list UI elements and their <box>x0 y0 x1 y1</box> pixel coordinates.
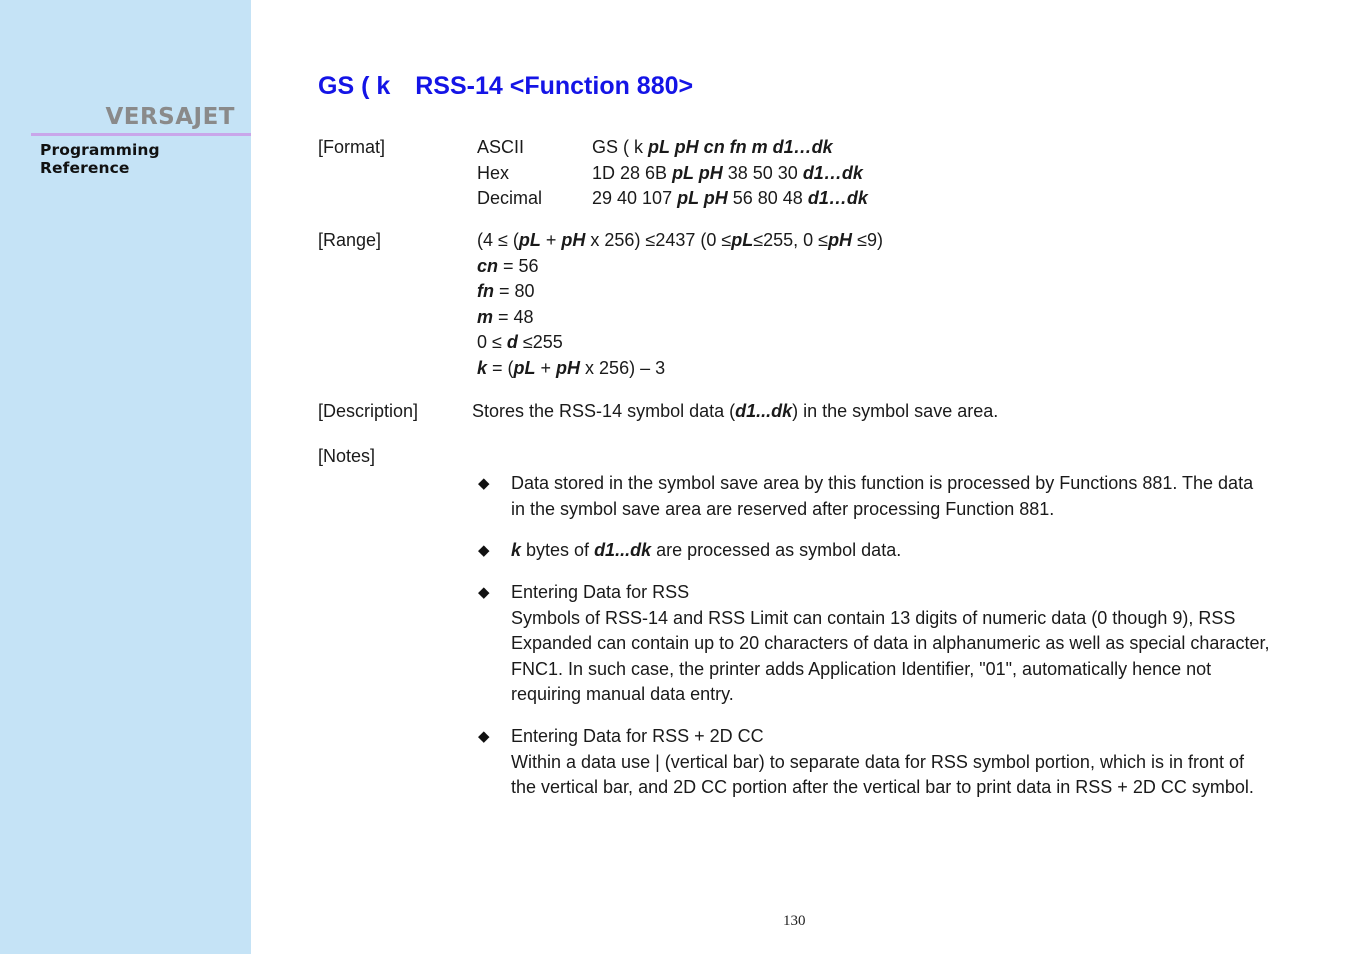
note-4-body: Within a data use | (vertical bar) to separate data for RSS symbol portion, which is in front of the vertical bar, and 2D CC portion after the vertical bar to print data in RSS + 2D CC symbol. <box>511 751 1254 797</box>
note-2 <box>511 538 1271 564</box>
range-var: m <box>477 307 494 327</box>
range-var: pL <box>731 230 754 250</box>
range-text: x 256) ≤2437 (0 ≤ <box>585 230 732 250</box>
range-text: + <box>540 230 562 250</box>
note-4 <box>511 724 1271 801</box>
note-2-var: k <box>511 540 522 560</box>
format-hex-value <box>592 162 863 184</box>
format-hex-kind: Hex <box>477 163 510 183</box>
range-text: x 256) – 3 <box>580 358 666 378</box>
range-text: ≤9) <box>852 230 883 250</box>
diamond-bullet-icon: ◆ <box>478 475 490 492</box>
note-2-text: bytes of <box>521 540 595 560</box>
diamond-bullet-icon: ◆ <box>478 584 490 601</box>
format-decimal-kind: Decimal <box>477 188 543 208</box>
description-pre: Stores the RSS-14 symbol data ( <box>472 401 736 421</box>
range-d <box>477 331 563 353</box>
format-hex-params: pL pH <box>672 163 723 183</box>
format-label: [Format] <box>318 137 386 157</box>
format-ascii-value <box>592 136 833 158</box>
format-ascii-params: pL pH cn fn m d1…dk <box>648 137 833 157</box>
description-post: ) in the symbol save area. <box>792 401 999 421</box>
note-2-var: d1...dk <box>594 540 652 560</box>
range-text: = 56 <box>498 256 539 276</box>
range-cn <box>477 255 539 277</box>
range-var: d <box>506 332 518 352</box>
format-decimal-tail: d1…dk <box>807 188 868 208</box>
range-m <box>477 306 534 328</box>
description-text <box>472 400 998 422</box>
title-function-name: RSS-14 <Function 880> <box>415 72 694 100</box>
brand-divider <box>31 133 251 136</box>
sidebar <box>0 0 251 954</box>
range-text: = 80 <box>494 281 535 301</box>
range-var: k <box>477 358 488 378</box>
format-decimal-plain: 29 40 107 <box>592 188 678 208</box>
range-var: pL <box>513 358 536 378</box>
diamond-bullet-icon: ◆ <box>478 542 490 559</box>
range-label: [Range] <box>318 230 382 250</box>
format-decimal-params: pL pH <box>677 188 728 208</box>
range-text: (4 ≤ ( <box>477 230 519 250</box>
format-hex-plain: 1D 28 6B <box>592 163 673 183</box>
range-var: pL <box>518 230 541 250</box>
format-hex-rest: 38 50 30 <box>722 163 803 183</box>
document-subtitle: Programming Reference <box>40 141 160 177</box>
range-var: cn <box>477 256 499 276</box>
range-text: = ( <box>487 358 514 378</box>
range-line-1 <box>477 229 883 251</box>
note-3-body: Symbols of RSS-14 and RSS Limit can contain 13 digits of numeric data (0 though 9), RSS Expanded can contain up to 20 characters of data in alphanumeric as well as special character, FNC1. In such case, the printer adds Application Identifier, "01", automatically hence not requiring manual data entry. <box>511 607 1270 704</box>
range-text: = 48 <box>493 307 534 327</box>
brand-logo-text: VERSAJET <box>105 104 235 130</box>
note-4-heading: Entering Data for RSS + 2D CC <box>511 726 764 746</box>
note-3-heading: Entering Data for RSS <box>511 582 690 602</box>
range-fn <box>477 280 535 302</box>
range-var: pH <box>561 230 586 250</box>
format-decimal-value <box>592 187 868 209</box>
title-command: GS ( k <box>318 72 391 100</box>
range-text: + <box>535 358 557 378</box>
note-3 <box>511 580 1271 708</box>
range-text: ≤255 <box>517 332 563 352</box>
page-title <box>318 72 693 101</box>
description-var: d1...dk <box>735 401 793 421</box>
format-decimal-rest: 56 80 48 <box>727 188 808 208</box>
format-hex-tail: d1…dk <box>802 163 863 183</box>
range-text: ≤255, 0 ≤ <box>753 230 829 250</box>
range-text: 0 ≤ <box>477 332 507 352</box>
format-ascii-kind: ASCII <box>477 137 525 157</box>
range-var: pH <box>556 358 581 378</box>
range-k <box>477 357 665 379</box>
range-var: fn <box>477 281 494 301</box>
page-number: 130 <box>783 913 806 929</box>
notes-label: [Notes] <box>318 446 376 466</box>
format-ascii-plain: GS ( k <box>592 137 649 157</box>
note-1: Data stored in the symbol save area by this function is processed by Functions 881. The data in the symbol save area are reserved after processing Function 881. <box>511 473 1254 519</box>
range-var: pH <box>828 230 853 250</box>
description-label: [Description] <box>318 401 419 421</box>
note-2-text: are processed as symbol data. <box>651 540 902 560</box>
diamond-bullet-icon: ◆ <box>478 728 490 745</box>
